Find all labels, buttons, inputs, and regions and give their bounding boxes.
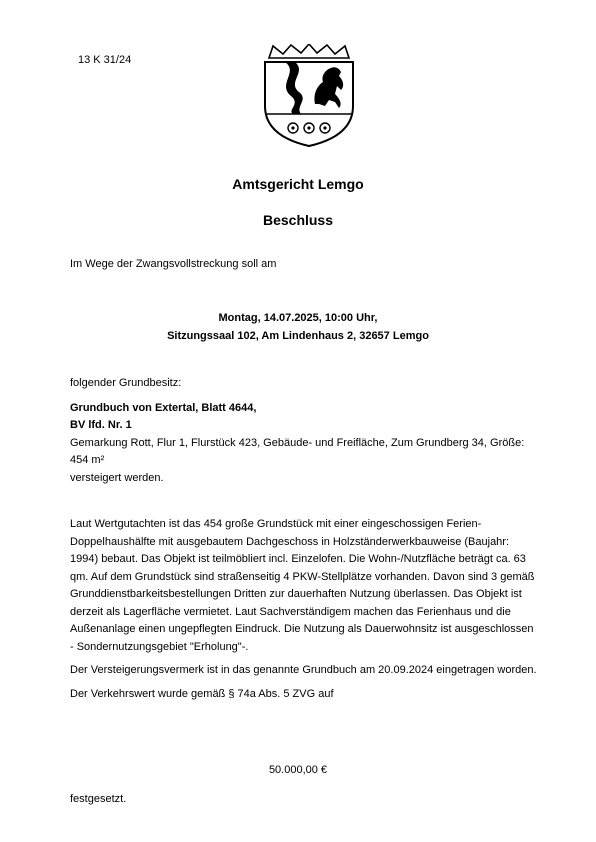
intro-text: Im Wege der Zwangsvollstreckung soll am: [70, 258, 277, 270]
property-item: BV lfd. Nr. 1: [70, 419, 132, 431]
case-number: 13 K 31/24: [78, 54, 132, 66]
property-label: folgender Grundbesitz:: [70, 377, 182, 389]
auction-date: Montag, 14.07.2025, 10:00 Uhr,: [218, 312, 378, 324]
fixed-text: festgesetzt.: [70, 793, 127, 805]
nrw-coat-of-arms-icon: [259, 44, 359, 148]
court-name: Amtsgericht Lemgo: [232, 176, 364, 192]
land-register: Grundbuch von Extertal, Blatt 4644,: [70, 401, 257, 414]
market-value-intro: Der Verkehrswert wurde gemäß § 74a Abs. 5 ZVG auf: [70, 687, 334, 700]
valuation-text: Laut Wertgutachten ist das 454 große Grundstück mit einer eingeschossigen Ferien-Doppelhaushälfte mit ausgebautem Dachgeschoss in Holzständerwerkbauweise (Baujahr: 1994) bebaut. Das Objekt ist teilmöbliert incl. Einzelofen. Die Wohn-/Nutzfläche beträgt ca. 63 qm. Auf dem Grundstück sind straßenseitig 4 PKW-Stellplätze vorhanden. Davon sind 3 gemäß Grunddienstbarkeitsbestellungen Dritten zur dauerhaften Nutzung überlassen. Das Objekt ist derzeit als Lagerfläche vermietet. Laut Sachverständigem machen das Ferienhaus und die Außenanlage einen ungepflegten Eindruck. Die Nutzung als Dauerwohnsitz ist ausgeschlossen - Sondernutzungsgebiet "Erholung"-.: [70, 518, 535, 653]
property-description: Gemarkung Rott, Flur 1, Flurstück 423, Gebäude- und Freifläche, Zum Grundberg 34, Größe: 454 m²: [70, 436, 525, 466]
property-section: [70, 375, 538, 487]
registration-text: Der Versteigerungsvermerk ist in das genannte Grundbuch am 20.09.2024 eingetragen worden.: [70, 664, 537, 676]
document-title: Beschluss: [262, 212, 334, 228]
property-closing: versteigert werden.: [70, 471, 164, 484]
market-value: 50.000,00 €: [268, 764, 328, 776]
auction-location: Sitzungssaal 102, Am Lindenhaus 2, 32657 Lemgo: [167, 330, 429, 342]
valuation-section: [70, 516, 538, 703]
